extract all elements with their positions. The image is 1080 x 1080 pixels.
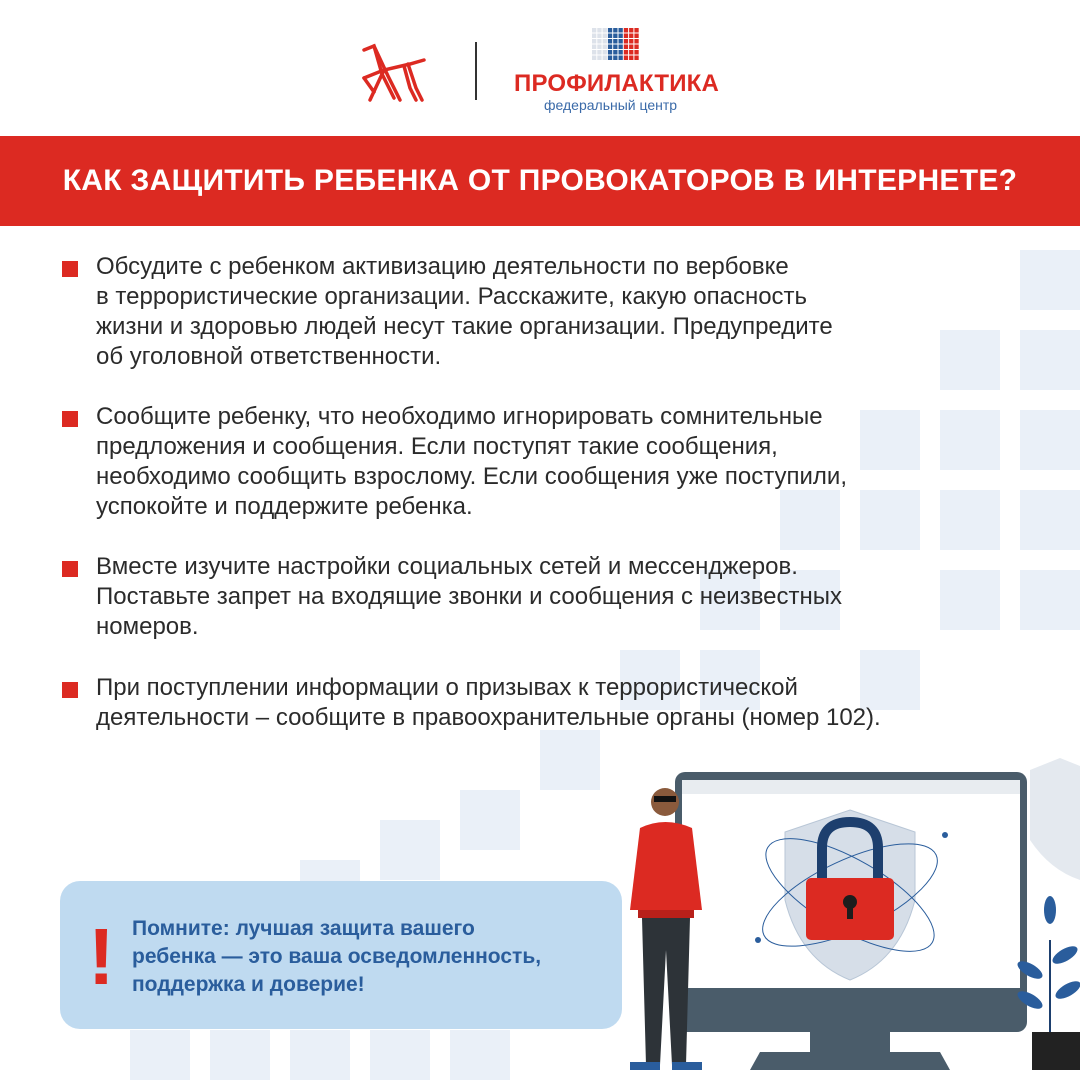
bullet-square-icon	[62, 561, 78, 577]
exclamation-icon: !	[88, 912, 115, 1001]
grid-cell	[634, 50, 638, 55]
grid-cell	[624, 56, 628, 61]
text-line: жизни и здоровью людей несут такие организации. Предупредите	[96, 313, 833, 340]
grid-cell	[608, 50, 612, 55]
list-item	[62, 252, 833, 372]
grid-cell	[597, 28, 601, 33]
horse-logo-icon	[360, 38, 440, 104]
text-line: Помните: лучшая защита вашего	[132, 917, 475, 940]
grid-cell	[613, 45, 617, 50]
grid-cell	[603, 45, 607, 50]
grid-cell	[608, 39, 612, 44]
text-line: Поставьте запрет на входящие звонки и сообщения с неизвестных	[96, 583, 843, 610]
grid-cell	[613, 56, 617, 61]
text-line: в террористические организации. Расскажите, какую опасность	[96, 283, 808, 310]
grid-cell	[624, 39, 628, 44]
grid-cell	[634, 56, 638, 61]
grid-cell	[613, 34, 617, 39]
grid-cell	[629, 56, 633, 61]
text-line: успокойте и поддержите ребенка.	[96, 493, 473, 520]
grid-cell	[603, 39, 607, 44]
bullet-square-icon	[62, 261, 78, 277]
grid-cell	[634, 39, 638, 44]
grid-cell	[603, 34, 607, 39]
text-line: необходимо сообщить взрослому. Если сообщения уже поступили,	[96, 463, 848, 490]
grid-cell	[613, 28, 617, 33]
logo-divider	[475, 42, 477, 100]
grid-cell	[634, 34, 638, 39]
grid-cell	[613, 50, 617, 55]
grid-cell	[597, 56, 601, 61]
grid-cell	[608, 34, 612, 39]
header	[0, 0, 1080, 136]
grid-cell	[597, 45, 601, 50]
grid-cell	[629, 34, 633, 39]
grid-cell	[592, 56, 596, 61]
grid-cell	[634, 28, 638, 33]
grid-cell	[619, 34, 623, 39]
grid-cell	[619, 45, 623, 50]
grid-cell	[603, 28, 607, 33]
list-item	[62, 673, 881, 733]
logo-name: ПРОФИЛАКТИКА	[514, 70, 720, 97]
list-item	[62, 552, 842, 642]
page-title: КАК ЗАЩИТИТЬ РЕБЕНКА ОТ ПРОВОКАТОРОВ В ИНТЕРНЕТЕ?	[62, 164, 1018, 197]
reminder-note	[60, 881, 622, 1029]
text-line: Вместе изучите настройки социальных сетей и мессенджеров.	[96, 553, 798, 580]
text-line: номеров.	[96, 613, 199, 640]
grid-cell	[619, 56, 623, 61]
grid-cell	[603, 50, 607, 55]
grid-cell	[629, 39, 633, 44]
illustration-monitor-lock	[600, 740, 1080, 1080]
logo-subtitle: федеральный центр	[544, 97, 678, 113]
grid-cell	[592, 39, 596, 44]
text-line: При поступлении информации о призывах к террористической	[96, 674, 798, 701]
grid-cell	[624, 28, 628, 33]
text-line: об уголовной ответственности.	[96, 343, 442, 370]
grid-cell	[629, 50, 633, 55]
grid-cell	[592, 34, 596, 39]
grid-cell	[624, 34, 628, 39]
flag-grid-icon	[592, 28, 640, 62]
grid-cell	[597, 34, 601, 39]
grid-cell	[613, 39, 617, 44]
grid-cell	[608, 28, 612, 33]
grid-cell	[629, 45, 633, 50]
shield-bg-icon	[1030, 758, 1080, 880]
grid-cell	[603, 56, 607, 61]
bullet-square-icon	[62, 682, 78, 698]
grid-cell	[608, 45, 612, 50]
grid-cell	[624, 50, 628, 55]
bullet-square-icon	[62, 411, 78, 427]
grid-cell	[597, 39, 601, 44]
grid-cell	[592, 28, 596, 33]
text-line: Сообщите ребенку, что необходимо игнорировать сомнительные	[96, 403, 823, 430]
list-item	[62, 402, 847, 522]
grid-cell	[634, 45, 638, 50]
text-line: предложения и сообщения. Если поступят такие сообщения,	[96, 433, 778, 460]
text-line: Обсудите с ребенком активизацию деятельности по вербовке	[96, 253, 789, 280]
grid-cell	[592, 45, 596, 50]
grid-cell	[619, 50, 623, 55]
grid-cell	[624, 45, 628, 50]
grid-cell	[619, 28, 623, 33]
text-line: поддержка и доверие!	[132, 973, 365, 996]
grid-cell	[592, 50, 596, 55]
title-banner	[0, 136, 1080, 226]
grid-cell	[629, 28, 633, 33]
grid-cell	[619, 39, 623, 44]
text-line: деятельности – сообщите в правоохранительные органы (номер 102).	[96, 704, 881, 731]
text-line: ребенка — это ваша осведомленность,	[132, 945, 542, 968]
grid-cell	[608, 56, 612, 61]
grid-cell	[597, 50, 601, 55]
